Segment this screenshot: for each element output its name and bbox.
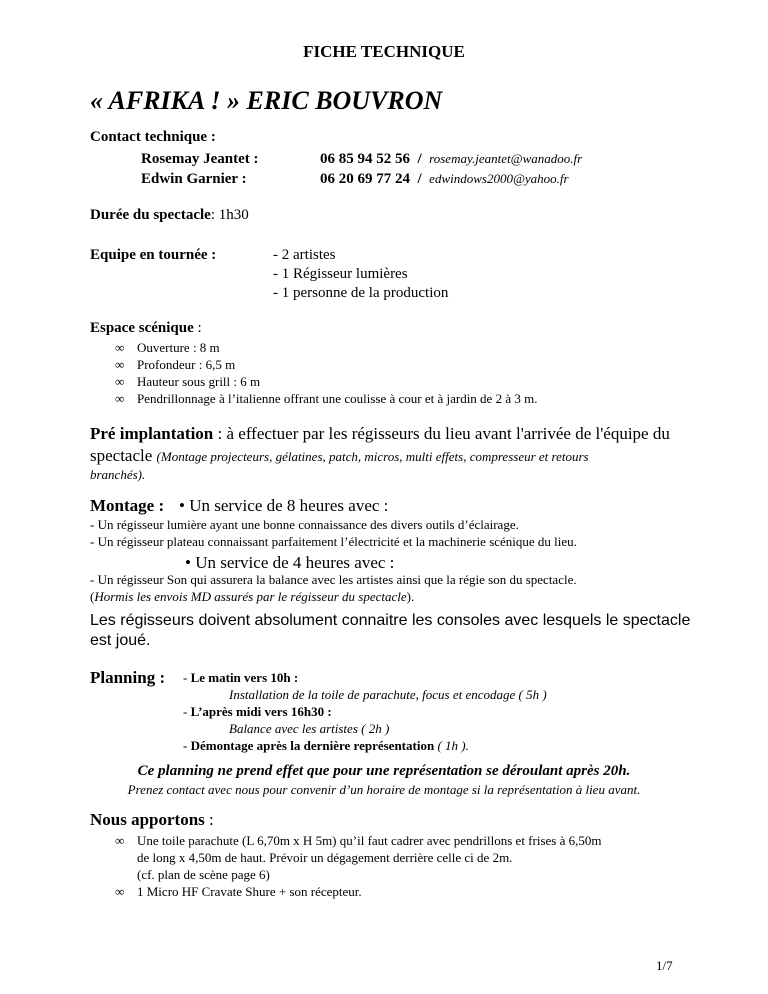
- page-number: 1/7: [656, 958, 673, 973]
- dash: -: [183, 738, 191, 753]
- stage-item-text: Profondeur : 6,5 m: [137, 357, 236, 372]
- contact-email[interactable]: rosemay.jeantet@wanadoo.fr: [429, 151, 583, 166]
- team-label: Equipe en tournée :: [90, 247, 217, 263]
- planning-item-head: Le matin vers 10h :: [190, 670, 299, 685]
- stage-item-text: Hauteur sous grill : 6 m: [137, 374, 261, 389]
- planning-item-head: L’après midi vers 16h30 :: [190, 704, 332, 719]
- separator: /: [417, 151, 422, 167]
- duration-value: : 1h30: [210, 207, 249, 223]
- planning-item: [183, 670, 298, 686]
- stage-item: [115, 374, 260, 390]
- stage-item: [115, 357, 235, 373]
- dash: -: [183, 670, 191, 685]
- phone-number: 06 85 94 52 56: [320, 151, 410, 167]
- planning-label: Planning :: [90, 668, 166, 687]
- paren-close: ).: [406, 589, 415, 604]
- planning-item-detail: Balance avec les artistes ( 2h ): [229, 721, 390, 736]
- planning-item: [183, 704, 332, 720]
- contact-label: Contact technique :: [90, 129, 216, 145]
- bring-item-cont: de long x 4,50m de haut. Prévoir un dégagement derrière celle ci de 2m.: [137, 850, 513, 865]
- contact-email[interactable]: edwindows2000@yahoo.fr: [429, 171, 569, 186]
- planning-item-tail: ( 1h ).: [434, 738, 469, 753]
- montage-service-1: • Un service de 8 heures avec :: [179, 496, 389, 515]
- phone-number: 06 20 69 77 24: [320, 171, 410, 187]
- duration-label: Durée du spectacle: [90, 207, 211, 223]
- pre-implantation-text: : à effectuer par les régisseurs du lieu avant l'arrivée de l'équipe du: [213, 424, 670, 443]
- pre-implantation-note2: branchés).: [90, 467, 146, 482]
- consoles-line: Les régisseurs doivent absolument connaitre les consoles avec lesquels le spectacle: [90, 612, 691, 629]
- show-title: « AFRIKA ! » ERIC BOUVRON: [90, 86, 443, 115]
- stage-colon: :: [193, 320, 202, 336]
- paren-open: (: [90, 589, 95, 604]
- bring-heading: [90, 810, 214, 830]
- pre-implantation-text2: spectacle: [90, 446, 157, 465]
- pre-implantation-line: [90, 424, 670, 444]
- contact-phone: [320, 151, 582, 168]
- montage-service-2: • Un service de 4 heures avec :: [185, 553, 395, 572]
- bring-item-text: Une toile parachute (L 6,70m x H 5m) qu’il faut cadrer avec pendrillons et frises à 6,50m: [137, 833, 602, 848]
- planning-warning: Ce planning ne prend effet que pour une représentation se déroulant après 20h.: [137, 763, 631, 779]
- infinity-bullet-icon: ∞: [115, 357, 125, 372]
- consoles-line: est joué.: [90, 632, 151, 649]
- montage-line: - Un régisseur Son qui assurera la balance avec les artistes ainsi que la régie son du spectacle.: [90, 572, 577, 587]
- infinity-bullet-icon: ∞: [115, 833, 125, 848]
- stage-heading: [90, 320, 202, 337]
- infinity-bullet-icon: ∞: [115, 391, 125, 406]
- montage-line: - Un régisseur plateau connaissant parfaitement l’électricité et la machinerie scénique du lieu.: [90, 534, 577, 549]
- stage-item: [115, 391, 537, 407]
- contact-phone: [320, 171, 569, 188]
- pre-implantation-label: Pré implantation: [90, 424, 214, 443]
- duration-line: [90, 207, 249, 224]
- team-item: - 1 Régisseur lumières: [273, 266, 408, 282]
- planning-item-detail: Installation de la toile de parachute, focus et encodage ( 5h ): [229, 687, 547, 702]
- contact-name: Edwin Garnier :: [141, 171, 247, 187]
- stage-item-text: Pendrillonnage à l’italienne offrant une coulisse à cour et à jardin de 2 à 3 m.: [137, 391, 538, 406]
- montage-line: - Un régisseur lumière ayant une bonne connaissance des divers outils d’éclairage.: [90, 517, 519, 532]
- team-item: - 1 personne de la production: [273, 285, 449, 301]
- contact-name: Rosemay Jeantet :: [141, 151, 259, 167]
- planning-item-head: Démontage après la dernière représentation: [190, 738, 435, 753]
- planning-warning-sub: Prenez contact avec nous pour convenir d’un horaire de montage si la représentation à lieu avant.: [127, 782, 641, 797]
- bring-item: [115, 884, 362, 900]
- document-heading: FICHE TECHNIQUE: [303, 42, 465, 61]
- dash: -: [183, 704, 191, 719]
- bring-colon: :: [204, 810, 214, 829]
- infinity-bullet-icon: ∞: [115, 374, 125, 389]
- montage-note: [90, 589, 414, 605]
- bring-item: [115, 833, 601, 849]
- team-item: - 2 artistes: [273, 247, 336, 263]
- montage-label: Montage :: [90, 496, 165, 515]
- stage-item-text: Ouverture : 8 m: [137, 340, 220, 355]
- bring-item-text: 1 Micro HF Cravate Shure + son récepteur.: [137, 884, 362, 899]
- pre-implantation-line2: [90, 446, 589, 466]
- stage-item: [115, 340, 220, 356]
- infinity-bullet-icon: ∞: [115, 884, 125, 899]
- separator: /: [417, 171, 422, 187]
- montage-note-text: Hormis les envois MD assurés par le régisseur du spectacle: [94, 589, 407, 604]
- stage-label: Espace scénique: [90, 320, 194, 336]
- pre-implantation-note: (Montage projecteurs, gélatines, patch, micros, multi effets, compresseur et retours: [156, 449, 589, 464]
- bring-item-cont: (cf. plan de scène page 6): [137, 867, 270, 882]
- infinity-bullet-icon: ∞: [115, 340, 125, 355]
- planning-item: [183, 738, 469, 754]
- bring-label: Nous apportons: [90, 810, 205, 829]
